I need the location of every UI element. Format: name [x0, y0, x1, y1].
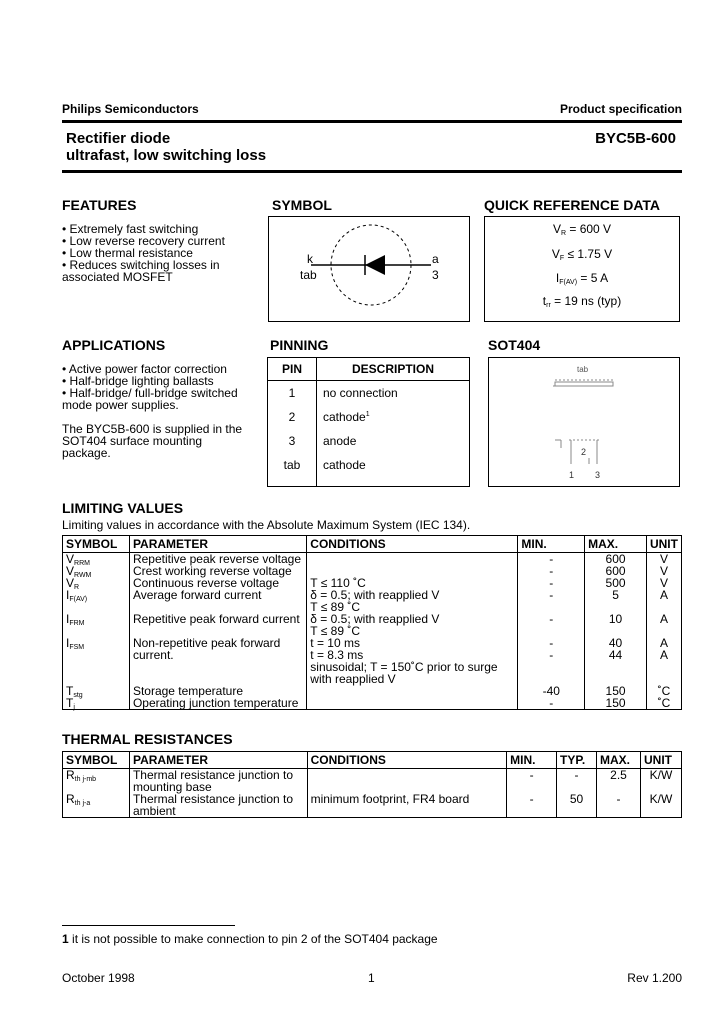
col-header: MAX. [585, 536, 647, 553]
pin-desc-text: cathode [323, 458, 366, 472]
application-para: The BYC5B-600 is supplied in the [62, 422, 243, 436]
table-cell [557, 793, 597, 818]
pin-col-header: PIN [281, 362, 302, 376]
col-header: MIN. [507, 752, 557, 769]
application-item: mode power supplies. [62, 398, 179, 412]
symbol-letter: I [66, 588, 70, 602]
table-row [63, 793, 682, 818]
qrd-val: 600 V [579, 222, 612, 236]
table-row [63, 637, 682, 685]
table-cell [129, 589, 306, 613]
cell-text: K/W [649, 768, 673, 782]
footnote-text: it is not possible to make connection to pin 2 of the SOT404 package [68, 932, 438, 946]
cell-text: 150 [605, 696, 626, 710]
limiting-table [62, 535, 682, 710]
footer-rev: Rev 1.200 [627, 971, 682, 985]
cell-text: - [549, 552, 554, 566]
cell-text: Thermal resistance junction to ambient [132, 792, 294, 818]
qrd-val: 1.75 V [577, 247, 613, 261]
table-cell [307, 769, 507, 794]
symbol-letter: V [66, 552, 75, 566]
cell-text: ˚C [657, 684, 671, 698]
symbol-subscript: FRM [69, 620, 85, 627]
symbol-subscript: th j-mb [74, 776, 97, 783]
cell-text: δ = 0.5; with reapplied V T ≤ 89 ˚C [310, 588, 440, 614]
qrd-sym: I [555, 271, 560, 285]
pin-desc-text: no connection [323, 386, 398, 400]
cell-text: 150 [605, 684, 626, 698]
table-header-row [63, 536, 682, 553]
cell-text: - [549, 576, 554, 590]
footnote-number: 1 [62, 932, 69, 946]
sot404-heading: SOT404 [488, 337, 541, 353]
symbol-letter: V [66, 576, 75, 590]
table-row [63, 769, 682, 794]
cell-text: 2.5 [610, 768, 627, 782]
pin-desc [323, 459, 366, 471]
qrd-op: = [550, 294, 565, 308]
application-item: • Half-bridge lighting ballasts [62, 374, 214, 388]
cell-text: Continuous reverse voltage [132, 576, 280, 590]
table-cell [646, 637, 681, 685]
qrd-op: ≤ [564, 247, 578, 261]
cell-text: δ = 0.5; with reapplied V T ≤ 89 ˚C [310, 612, 440, 638]
pin-desc-text: cathode [323, 410, 366, 424]
company-name: Philips Semiconductors [62, 102, 199, 116]
pinning-heading: PINNING [270, 337, 329, 353]
cell-text: A [659, 588, 668, 602]
limiting-intro: Limiting values in accordance with the Absolute Maximum System (IEC 134). [62, 518, 471, 532]
table-cell [597, 769, 641, 794]
symbol-cell [63, 613, 130, 637]
cell-text: t = 10 ms t = 8.3 ms sinusoidal; T = 150˚C prior to surge with reapplied V [310, 636, 498, 686]
symbol-a-label: a [432, 252, 439, 266]
cell-text: Thermal resistance junction to mounting base [132, 768, 294, 794]
pin-number: tab [283, 458, 301, 472]
qrd-row [485, 248, 679, 260]
pin-desc-text: anode [323, 434, 357, 448]
col-header: MIN. [518, 536, 585, 553]
pin-header-rule [268, 380, 469, 381]
qrd-sym: V [552, 222, 561, 236]
qrd-val: 19 ns (typ) [564, 294, 622, 308]
title-line2: ultrafast, low switching loss [66, 147, 267, 164]
limiting-heading: LIMITING VALUES [62, 500, 184, 516]
cell-text: - [549, 588, 554, 602]
symbol-subscript: th j-a [74, 800, 91, 807]
cell-text: - [529, 792, 534, 806]
symbol-k-label: k [307, 252, 313, 266]
symbol-letter: T [66, 696, 74, 710]
col-header: UNIT [640, 752, 681, 769]
symbol-cell [63, 793, 130, 818]
symbol-heading: SYMBOL [272, 197, 332, 213]
cell-text: A [659, 612, 668, 626]
qrd-heading: QUICK REFERENCE DATA [484, 197, 661, 213]
symbol-subscript: FSM [69, 644, 85, 651]
feature-item: • Low thermal resistance [62, 246, 193, 260]
applications-list [62, 363, 242, 459]
cell-text: Crest working reverse voltage [132, 564, 292, 578]
table-cell [557, 769, 597, 794]
qrd-val: 5 A [590, 271, 609, 285]
sot-pin1-label: 1 [569, 470, 575, 480]
symbol-subscript: RWM [74, 572, 92, 579]
col-header: MAX. [597, 752, 641, 769]
symbol-cell [63, 637, 130, 685]
qrd-sub: F(AV) [559, 279, 578, 286]
table-cell [646, 589, 681, 613]
applications-heading: APPLICATIONS [62, 337, 166, 353]
doc-type: Product specification [559, 102, 682, 116]
desc-col-header: DESCRIPTION [351, 362, 434, 376]
symbol-letter: R [66, 768, 75, 782]
table-cell [307, 793, 507, 818]
symbol-tab-label: tab [300, 268, 317, 282]
feature-item: • Extremely fast switching [62, 222, 199, 236]
symbol-pin3-label: 3 [432, 268, 439, 282]
pinning-table [267, 357, 470, 487]
qrd-op: = [577, 271, 591, 285]
diode-symbol-icon [269, 217, 469, 321]
cell-text: ˚C [657, 696, 671, 710]
table-cell [129, 793, 307, 818]
cell-text: - [574, 768, 579, 782]
col-header: PARAMETER [129, 536, 306, 553]
cell-text: 40 44 [608, 636, 623, 662]
sot-tab-label: tab [577, 365, 589, 374]
footer-date: October 1998 [62, 971, 135, 985]
table-cell [640, 793, 681, 818]
cell-text: -40 [542, 684, 560, 698]
symbol-subscript: RRM [74, 560, 90, 567]
symbol-subscript: j [73, 704, 75, 711]
table-cell [585, 613, 647, 637]
table-cell [585, 697, 647, 710]
symbol-cell [63, 577, 130, 589]
cell-text: T ≤ 110 ˚C [310, 576, 366, 590]
cell-text: - [549, 564, 554, 578]
symbol-letter: T [66, 684, 74, 698]
symbol-subscript: R [74, 584, 80, 591]
col-header: CONDITIONS [307, 752, 507, 769]
application-item: • Active power factor correction [62, 362, 227, 376]
cell-text: V [659, 552, 668, 566]
pin-desc [323, 387, 398, 399]
features-list [62, 223, 225, 283]
qrd-sym: t [542, 294, 547, 308]
cell-text: Repetitive peak forward current [132, 612, 300, 626]
cell-text: Repetitive peak reverse voltage [132, 552, 302, 566]
title-line1: Rectifier diode [66, 130, 171, 147]
col-header: PARAMETER [129, 752, 307, 769]
table-cell [307, 613, 518, 637]
table-cell [129, 613, 306, 637]
col-header: UNIT [646, 536, 681, 553]
cell-text: - - [549, 636, 554, 662]
application-item: • Half-bridge/ full-bridge switched [62, 386, 238, 400]
table-cell [518, 697, 585, 710]
qrd-sub: rr [546, 302, 551, 309]
cell-text: - [549, 696, 554, 710]
feature-item: • Low reverse recovery current [62, 234, 225, 248]
table-row [63, 613, 682, 637]
cell-text: - [616, 792, 621, 806]
table-cell [518, 637, 585, 685]
cell-text: Average forward current [132, 588, 262, 602]
table-cell [307, 637, 518, 685]
table-cell [585, 637, 647, 685]
cell-text: Operating junction temperature [132, 696, 299, 710]
table-cell [129, 637, 306, 685]
table-cell [646, 697, 681, 710]
cell-text: Storage temperature [132, 684, 243, 698]
cell-text: 5 [612, 588, 619, 602]
col-header: CONDITIONS [307, 536, 518, 553]
sot-pin2-label: 2 [581, 447, 587, 457]
col-header: SYMBOL [63, 752, 130, 769]
table-cell [129, 769, 307, 794]
table-cell [597, 793, 641, 818]
feature-item: associated MOSFET [62, 270, 173, 284]
cell-text: K/W [649, 792, 673, 806]
table-cell [507, 769, 557, 794]
header-rule [62, 120, 682, 123]
part-number: BYC5B-600 [595, 130, 676, 147]
thermal-table [62, 751, 682, 818]
table-row [63, 697, 682, 710]
qrd-op: = [566, 222, 580, 236]
symbol-letter: R [66, 792, 75, 806]
table-cell [307, 685, 518, 697]
pin-number: 1 [288, 386, 296, 400]
cell-text: 500 [605, 576, 626, 590]
cell-text: V [659, 576, 668, 590]
symbol-cell [63, 589, 130, 613]
qrd-sub: F [559, 255, 565, 262]
table-cell [507, 793, 557, 818]
application-para: SOT404 surface mounting [62, 434, 203, 448]
feature-item: • Reduces switching losses in [62, 258, 220, 272]
package-outline-icon [489, 358, 679, 486]
doc-title [66, 130, 266, 164]
symbol-cell [63, 769, 130, 794]
symbol-box [268, 216, 470, 322]
cell-text: 600 [605, 564, 626, 578]
table-cell [646, 613, 681, 637]
symbol-letter: V [66, 564, 75, 578]
symbol-subscript: stg [73, 692, 83, 699]
table-cell [307, 553, 518, 566]
pin-number: 2 [288, 410, 296, 424]
qrd-box [484, 216, 680, 322]
qrd-row [485, 272, 679, 284]
cell-text: 600 [605, 552, 626, 566]
symbol-letter: I [66, 612, 70, 626]
table-cell [307, 589, 518, 613]
features-heading: FEATURES [62, 197, 137, 213]
title-rule [62, 170, 682, 173]
qrd-row [485, 223, 679, 235]
col-header: TYP. [557, 752, 597, 769]
table-cell [518, 613, 585, 637]
cell-text: Non-repetitive peak forward current. [132, 636, 281, 662]
cell-text: A A [659, 636, 668, 662]
symbol-letter: I [66, 636, 70, 650]
pin-number: 3 [288, 434, 296, 448]
qrd-row [485, 295, 679, 307]
cell-text: V [659, 564, 668, 578]
col-header: SYMBOL [63, 536, 130, 553]
table-cell [585, 589, 647, 613]
cell-text: - [549, 612, 554, 626]
pin-desc [323, 435, 356, 447]
application-para: package. [62, 446, 111, 460]
table-cell [518, 589, 585, 613]
cell-text: - [529, 768, 534, 782]
pin-desc [323, 411, 370, 423]
footer-page: 1 [368, 971, 375, 985]
table-header-row [63, 752, 682, 769]
symbol-subscript: F(AV) [69, 596, 88, 603]
sot-pin3-label: 3 [595, 470, 601, 480]
cell-text: 50 [569, 792, 584, 806]
qrd-sub: R [560, 230, 567, 237]
pin-note: 1 [365, 411, 370, 418]
sot404-box [488, 357, 680, 487]
table-cell [307, 697, 518, 710]
cell-text: minimum footprint, FR4 board [310, 792, 470, 806]
table-row [63, 589, 682, 613]
symbol-cell [63, 697, 130, 710]
table-cell [129, 697, 306, 710]
pin-col-divider [316, 358, 317, 486]
table-cell [640, 769, 681, 794]
thermal-heading: THERMAL RESISTANCES [62, 731, 233, 747]
footnote [62, 933, 438, 945]
qrd-sym: V [551, 247, 560, 261]
footnote-rule [62, 925, 235, 926]
cell-text: 10 [608, 612, 623, 626]
